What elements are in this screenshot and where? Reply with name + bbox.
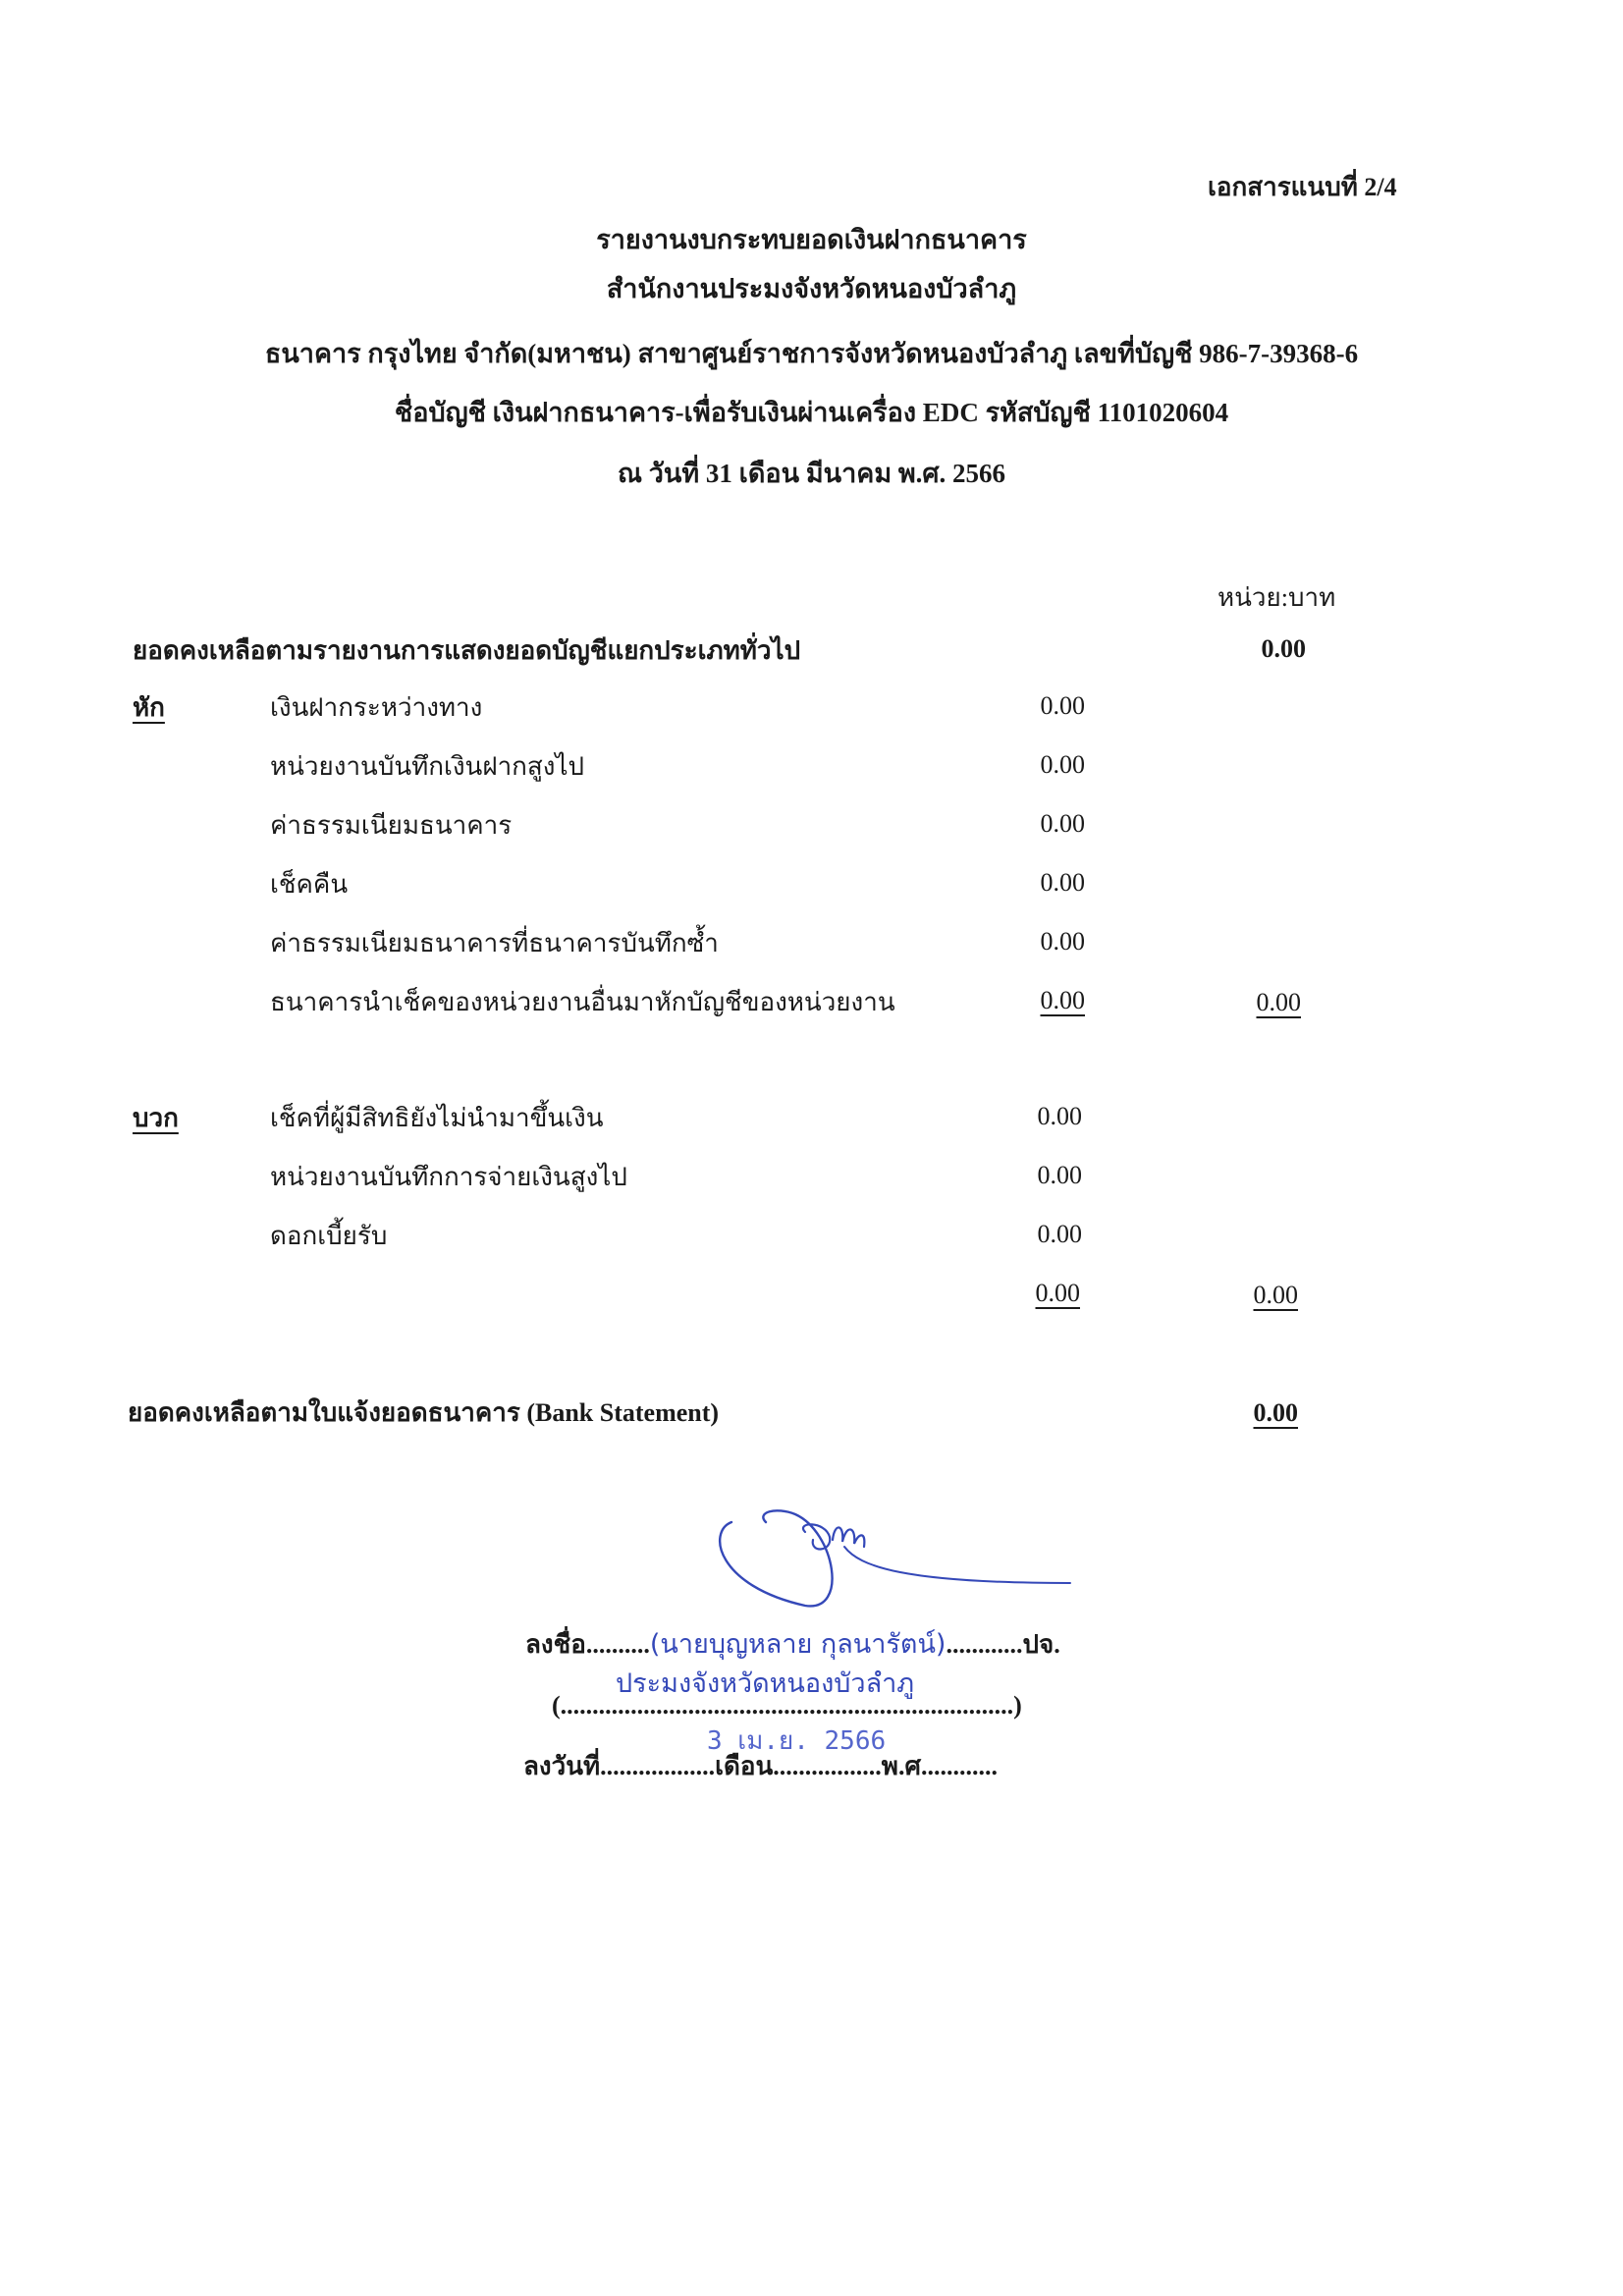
sign-prefix: ลงชื่อ — [525, 1630, 586, 1659]
add-item-label: หน่วยงานบันทึกการจ่ายเงินสูงไป — [270, 1163, 627, 1191]
sign-dots-left: .......... — [585, 1630, 650, 1659]
add-item-label: ดอกเบี้ยรับ — [270, 1222, 388, 1250]
ledger-balance-value: 0.00 — [1261, 634, 1306, 663]
add-subtotal: 0.00 — [1035, 1279, 1080, 1307]
add-total: 0.00 — [1253, 1281, 1298, 1309]
sign-suffix: ปจ. — [1022, 1630, 1060, 1659]
bank-balance-value: 0.00 — [1253, 1398, 1298, 1427]
attachment-label: เอกสารแนบที่ 2/4 — [1208, 173, 1397, 201]
report-date: ณ วันที่ 31 เดือน มีนาคม พ.ศ. 2566 — [617, 459, 1006, 488]
deduct-item-label: เงินฝากระหว่างทาง — [270, 693, 483, 722]
add-item-value: 0.00 — [1037, 1102, 1082, 1130]
signer-position: ประมงจังหวัดหนองบัวลำภู — [616, 1668, 915, 1699]
stamped-date: 3 เม.ย. 2566 — [707, 1726, 887, 1756]
deduct-item-value: 0.00 — [1040, 868, 1085, 897]
bank-balance-label: ยอดคงเหลือตามใบแจ้งยอดธนาคาร (Bank Statement) — [128, 1398, 720, 1427]
deduct-item-label: ค่าธรรมเนียมธนาคารที่ธนาคารบันทึกซ้ำ — [270, 929, 719, 957]
handwritten-signature — [687, 1493, 1080, 1620]
deduct-item-label: เช็คคืน — [270, 870, 349, 899]
report-title: รายงานงบกระทบยอดเงินฝากธนาคาร — [596, 225, 1027, 254]
deduct-item-value: 0.00 — [1040, 691, 1085, 720]
sign-line — [525, 1622, 1060, 1665]
add-item-value: 0.00 — [1037, 1220, 1082, 1248]
deduct-item-value: 0.00 — [1040, 927, 1085, 956]
deduct-item-label: ธนาคารนำเช็คของหน่วยงานอื่นมาหักบัญชีของหน่วยงาน — [270, 988, 895, 1016]
position-line: (.......................................................................) — [552, 1691, 1022, 1720]
add-item-label: เช็คที่ผู้มีสิทธิยังไม่นำมาขึ้นเงิน — [270, 1104, 604, 1132]
deduct-item-label: ค่าธรรมเนียมธนาคาร — [270, 811, 513, 840]
unit-label: หน่วย:บาท — [1217, 583, 1336, 612]
deduct-total: 0.00 — [1256, 988, 1301, 1016]
add-item-value: 0.00 — [1037, 1161, 1082, 1189]
account-line: ชื่อบัญชี เงินฝากธนาคาร-เพื่อรับเงินผ่านเครื่อง EDC รหัสบัญชี 1101020604 — [394, 398, 1229, 427]
office-name: สำนักงานประมงจังหวัดหนองบัวลำภู — [606, 274, 1017, 303]
deduct-item-label: หน่วยงานบันทึกเงินฝากสูงไป — [270, 752, 585, 781]
deduct-heading: หัก — [133, 693, 165, 722]
signer-name: (นายบุญหลาย กุลนารัตน์) — [649, 1629, 947, 1660]
bank-line: ธนาคาร กรุงไทย จำกัด(มหาชน) สาขาศูนย์ราชการจังหวัดหนองบัวลำภู เลขที่บัญชี 986-7-39368-6 — [264, 339, 1359, 368]
deduct-item-value: 0.00 — [1040, 750, 1085, 779]
deduct-item-value: 0.00 — [1040, 809, 1085, 838]
date-line: ลงวันที่..................เดือน.................พ.ศ............ — [523, 1752, 998, 1780]
add-heading: บวก — [133, 1104, 179, 1132]
ledger-balance-label: ยอดคงเหลือตามรายงานการแสดงยอดบัญชีแยกประเภททั่วไป — [133, 636, 801, 665]
sign-dots-right: ............ — [946, 1630, 1023, 1659]
deduct-item-value: 0.00 — [1040, 986, 1085, 1014]
